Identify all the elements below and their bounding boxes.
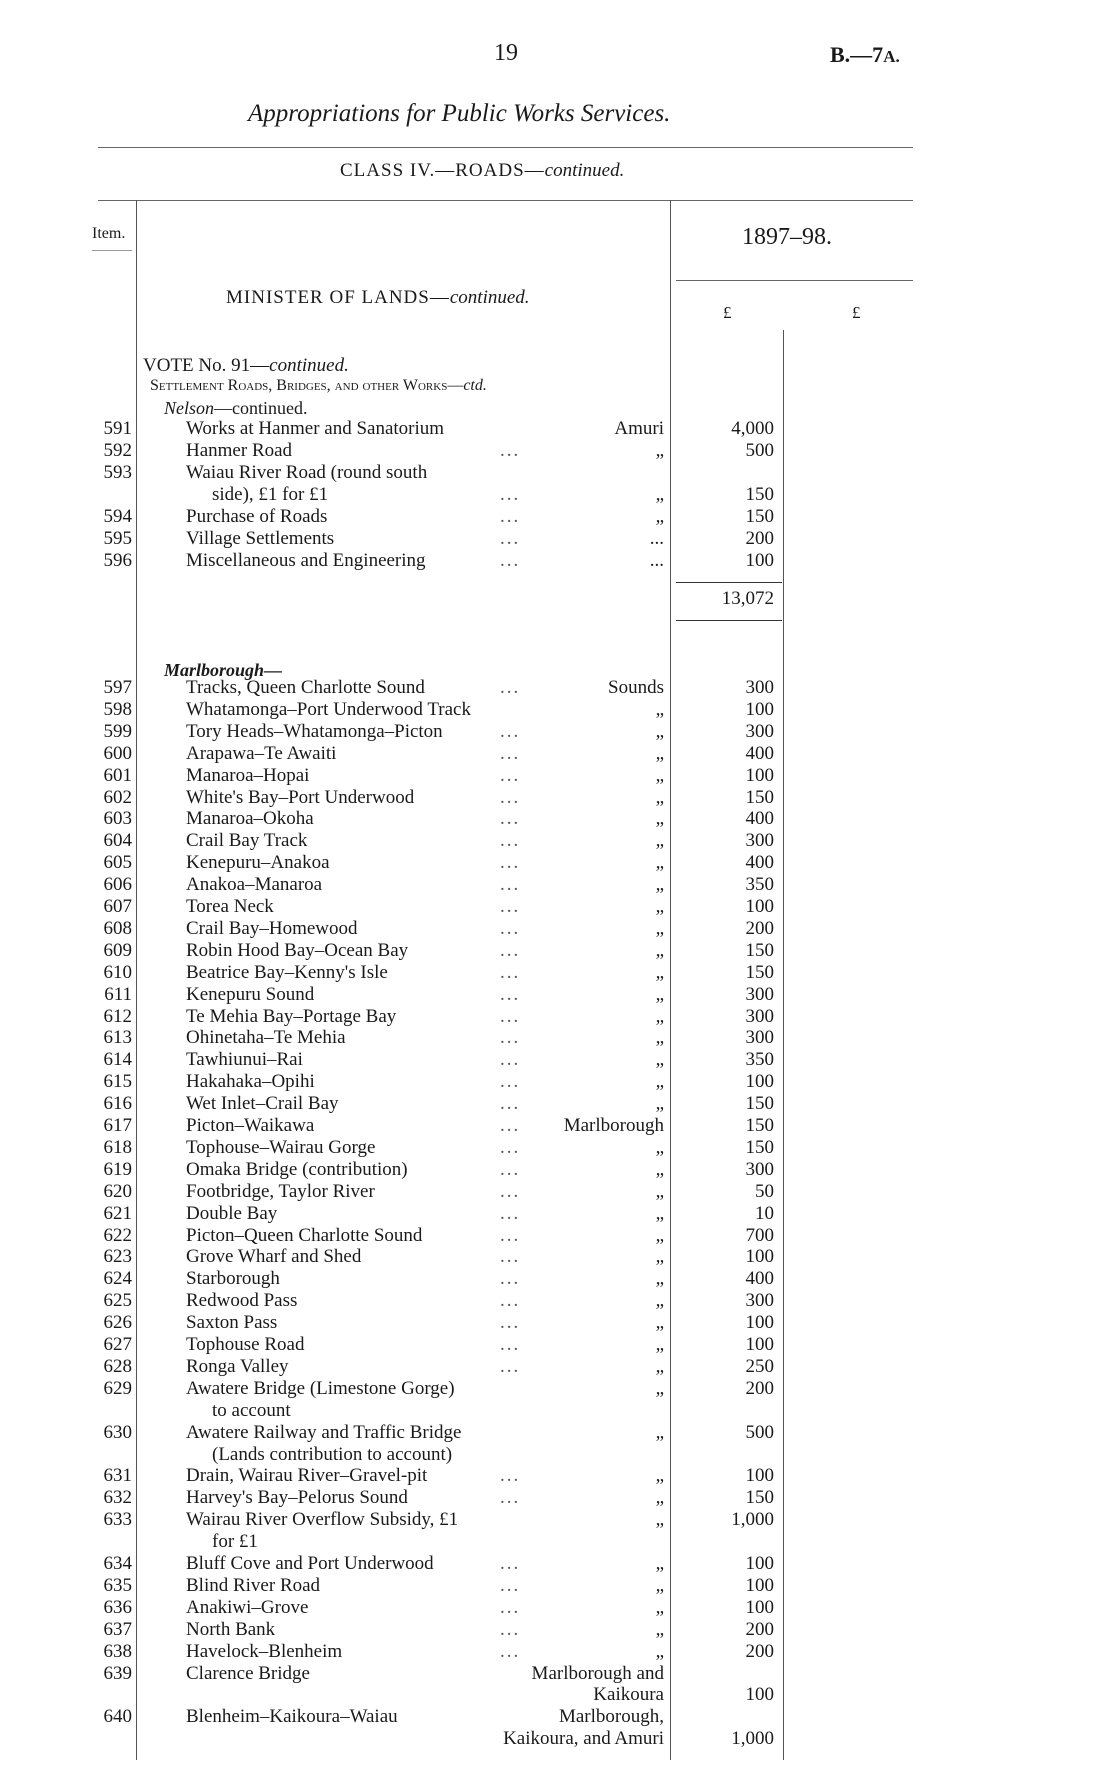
minister-heading <box>226 287 530 309</box>
item-number: 621 <box>103 1202 132 1224</box>
item-description: Blind River Road <box>186 1574 321 1596</box>
item-district: Marlborough, <box>558 1706 664 1728</box>
item-amount: 150 <box>745 961 774 983</box>
item-number: 636 <box>103 1596 132 1618</box>
item-amount: 50 <box>755 1180 774 1202</box>
item-amount: 200 <box>745 528 774 549</box>
item-amount: 100 <box>745 896 774 917</box>
item-number: 601 <box>103 764 132 786</box>
item-description-cont: to account <box>212 1399 291 1421</box>
reference-main: B.—7 <box>830 42 884 67</box>
item-district: „ <box>655 1246 664 1268</box>
item-amount: 350 <box>745 1049 774 1071</box>
item-number: 617 <box>103 1115 132 1136</box>
item-underline <box>92 250 132 251</box>
item-district: „ <box>655 786 664 808</box>
item-amount: 200 <box>745 917 774 939</box>
leader-dots: ... <box>500 830 521 852</box>
item-amount: 400 <box>745 808 774 830</box>
item-district: „ <box>655 1027 664 1049</box>
item-district: „ <box>655 506 664 527</box>
item-number: 608 <box>103 917 132 939</box>
item-district: „ <box>655 1421 664 1443</box>
leader-dots: ... <box>500 1158 521 1180</box>
item-number: 629 <box>103 1377 132 1399</box>
district-column-rule <box>670 200 671 1760</box>
item-amount: 100 <box>745 1071 774 1093</box>
item-district: ... <box>649 528 664 549</box>
item-amount: 100 <box>745 1684 774 1706</box>
leader-dots: ... <box>500 1574 521 1596</box>
leader-dots: ... <box>500 764 521 786</box>
leader-dots: ... <box>500 1224 521 1246</box>
item-number: 612 <box>103 1005 132 1027</box>
item-district: „ <box>655 1574 664 1596</box>
item-number: 618 <box>103 1136 132 1158</box>
leader-dots: ... <box>500 1180 521 1202</box>
leader-dots: ... <box>500 961 521 983</box>
item-number: 596 <box>103 550 132 571</box>
item-amount: 200 <box>745 1618 774 1640</box>
pound-symbol-sub: £ <box>723 303 732 322</box>
item-number: 623 <box>103 1246 132 1268</box>
item-number: 592 <box>103 440 132 461</box>
settlement-cont: ctd. <box>463 377 487 394</box>
item-district: „ <box>655 1005 664 1027</box>
item-district: „ <box>655 764 664 786</box>
item-number: 600 <box>103 742 132 764</box>
item-number: 624 <box>103 1268 132 1290</box>
item-description: Bluff Cove and Port Underwood <box>186 1553 434 1574</box>
item-description: Saxton Pass <box>186 1312 278 1334</box>
item-description: Arapawa–Te Awaiti <box>186 742 337 764</box>
item-number: 598 <box>103 698 132 720</box>
item-district: „ <box>655 742 664 764</box>
item-column-header: Item. <box>92 225 126 242</box>
item-description: Kenepuru–Anakoa <box>186 852 330 874</box>
item-number: 632 <box>103 1487 132 1509</box>
item-description: Drain, Wairau River–Gravel-pit <box>186 1465 428 1487</box>
item-description: Hakahaka–Opihi <box>186 1071 315 1093</box>
item-district: „ <box>655 1224 664 1246</box>
item-number: 626 <box>103 1312 132 1334</box>
document-reference <box>830 42 900 68</box>
region-nelson-name: Nelson <box>164 398 215 418</box>
item-amount: 100 <box>745 1574 774 1596</box>
item-number: 633 <box>103 1509 132 1531</box>
item-amount: 100 <box>745 1596 774 1618</box>
item-number: 610 <box>103 961 132 983</box>
item-description: Miscellaneous and Engineering <box>186 550 426 571</box>
item-description: Ronga Valley <box>186 1355 289 1377</box>
leader-dots: ... <box>500 1465 521 1487</box>
item-district: „ <box>655 1618 664 1640</box>
vote-main: VOTE No. 91— <box>143 355 270 376</box>
item-amount: 100 <box>745 1334 774 1355</box>
item-column-rule <box>136 200 137 1760</box>
item-description: Beatrice Bay–Kenny's Isle <box>186 961 388 983</box>
item-amount: 100 <box>745 1465 774 1487</box>
page-title: Appropriations for Public Works Services. <box>248 100 671 127</box>
item-description: Waiau River Road (round south <box>186 462 428 483</box>
item-district: Marlborough <box>563 1115 664 1136</box>
item-district: Marlborough and <box>531 1662 664 1684</box>
region-marlborough: Marlborough— <box>164 660 283 680</box>
leader-dots: ... <box>500 786 521 808</box>
item-number: 638 <box>103 1640 132 1662</box>
reference-suffix: A. <box>883 47 900 66</box>
leader-dots: ... <box>500 1093 521 1115</box>
leader-dots: ... <box>500 484 521 505</box>
item-description: Robin Hood Bay–Ocean Bay <box>186 939 409 961</box>
item-amount: 300 <box>745 1290 774 1312</box>
item-district: Sounds <box>608 677 664 698</box>
item-amount: 150 <box>745 939 774 961</box>
item-number: 627 <box>103 1334 132 1355</box>
leader-dots: ... <box>500 852 521 874</box>
item-description: White's Bay–Port Underwood <box>186 786 415 808</box>
item-description: Kenepuru Sound <box>186 983 315 1005</box>
item-district: „ <box>655 874 664 896</box>
item-description: Crail Bay Track <box>186 830 308 852</box>
item-amount: 150 <box>745 506 774 527</box>
item-description-cont: side), £1 for £1 <box>212 484 329 505</box>
item-district: „ <box>655 1049 664 1071</box>
item-amount: 100 <box>745 698 774 720</box>
item-district: „ <box>655 939 664 961</box>
item-amount: 10 <box>755 1202 774 1224</box>
leader-dots: ... <box>500 1071 521 1093</box>
item-district: „ <box>655 1640 664 1662</box>
item-number: 593 <box>103 462 132 483</box>
year-rule <box>676 280 913 281</box>
item-number: 591 <box>103 418 132 439</box>
item-description: Crail Bay–Homewood <box>186 917 358 939</box>
item-amount: 1,000 <box>731 1509 774 1531</box>
item-description: Picton–Waikawa <box>186 1115 315 1136</box>
item-amount: 4,000 <box>731 418 774 439</box>
leader-dots: ... <box>500 440 521 461</box>
item-district: „ <box>655 440 664 461</box>
item-amount: 300 <box>745 1158 774 1180</box>
item-description: North Bank <box>186 1618 276 1640</box>
item-number: 607 <box>103 896 132 917</box>
item-description: Blenheim–Kaikoura–Waiau <box>186 1706 398 1728</box>
item-number: 594 <box>103 506 132 527</box>
item-amount: 100 <box>745 550 774 571</box>
item-district: „ <box>655 1312 664 1334</box>
subtotal-rule-bottom <box>676 620 782 621</box>
amount-column-rule <box>783 330 784 1760</box>
leader-dots: ... <box>500 550 521 571</box>
leader-dots: ... <box>500 1202 521 1224</box>
item-district: „ <box>655 896 664 917</box>
item-district: Amuri <box>614 418 664 439</box>
item-number: 602 <box>103 786 132 808</box>
leader-dots: ... <box>500 1290 521 1312</box>
item-number: 634 <box>103 1553 132 1574</box>
item-number: 599 <box>103 720 132 742</box>
item-district: „ <box>655 698 664 720</box>
item-amount: 150 <box>745 1487 774 1509</box>
item-description: Awatere Railway and Traffic Bridge <box>186 1421 462 1443</box>
header-rule <box>98 200 913 201</box>
item-description: Redwood Pass <box>186 1290 298 1312</box>
item-description: Purchase of Roads <box>186 506 328 527</box>
item-description: Works at Hanmer and Sanatorium <box>186 418 445 439</box>
item-district: „ <box>655 484 664 505</box>
item-district: „ <box>655 1093 664 1115</box>
subtotal-rule-top <box>676 582 782 583</box>
item-amount: 500 <box>745 1421 774 1443</box>
item-number: 637 <box>103 1618 132 1640</box>
item-number: 597 <box>103 677 132 698</box>
item-district: „ <box>655 961 664 983</box>
item-district: „ <box>655 852 664 874</box>
item-amount: 150 <box>745 786 774 808</box>
class-heading-main: CLASS IV.—ROADS— <box>340 160 545 181</box>
item-description: Manaroa–Hopai <box>186 764 310 786</box>
item-district: Kaikoura <box>593 1684 664 1706</box>
title-rule <box>98 147 913 148</box>
vote-cont: continued. <box>269 355 349 376</box>
item-number: 614 <box>103 1049 132 1071</box>
item-number: 622 <box>103 1224 132 1246</box>
leader-dots: ... <box>500 939 521 961</box>
leader-dots: ... <box>500 1312 521 1334</box>
leader-dots: ... <box>500 1246 521 1268</box>
item-district: „ <box>655 1509 664 1531</box>
item-amount: 400 <box>745 852 774 874</box>
leader-dots: ... <box>500 1268 521 1290</box>
item-amount: 200 <box>745 1377 774 1399</box>
leader-dots: ... <box>500 917 521 939</box>
item-district: „ <box>655 1377 664 1399</box>
item-amount: 150 <box>745 1136 774 1158</box>
leader-dots: ... <box>500 677 521 698</box>
item-number: 603 <box>103 808 132 830</box>
item-amount: 150 <box>745 484 774 505</box>
item-amount: 300 <box>745 720 774 742</box>
item-number: 613 <box>103 1027 132 1049</box>
item-description: Tracks, Queen Charlotte Sound <box>186 677 425 698</box>
vote-heading <box>143 355 349 377</box>
item-amount: 100 <box>745 764 774 786</box>
item-number: 606 <box>103 874 132 896</box>
item-amount: 200 <box>745 1640 774 1662</box>
leader-dots: ... <box>500 742 521 764</box>
item-description: Double Bay <box>186 1202 278 1224</box>
item-number: 630 <box>103 1421 132 1443</box>
item-description-cont: for £1 <box>212 1531 258 1553</box>
minister-cont: continued. <box>449 287 530 308</box>
item-amount: 100 <box>745 1246 774 1268</box>
item-district: „ <box>655 1553 664 1574</box>
leader-dots: ... <box>500 896 521 917</box>
item-amount: 300 <box>745 983 774 1005</box>
item-amount: 300 <box>745 677 774 698</box>
leader-dots: ... <box>500 506 521 527</box>
leader-dots: ... <box>500 1115 521 1136</box>
item-district: „ <box>655 1465 664 1487</box>
item-district: „ <box>655 1202 664 1224</box>
leader-dots: ... <box>500 1618 521 1640</box>
item-description: Hanmer Road <box>186 440 293 461</box>
item-number: 595 <box>103 528 132 549</box>
item-description: Harvey's Bay–Pelorus Sound <box>186 1487 408 1509</box>
item-description: Picton–Queen Charlotte Sound <box>186 1224 423 1246</box>
item-district: Kaikoura, and Amuri <box>503 1728 664 1750</box>
item-district: „ <box>655 1334 664 1355</box>
item-district: „ <box>655 1596 664 1618</box>
item-district: „ <box>655 808 664 830</box>
leader-dots: ... <box>500 1640 521 1662</box>
item-description: Ohinetaha–Te Mehia <box>186 1027 346 1049</box>
item-district: „ <box>655 1268 664 1290</box>
item-amount: 100 <box>745 1553 774 1574</box>
item-description: Tophouse Road <box>186 1334 305 1355</box>
region-nelson <box>164 398 308 419</box>
item-number: 615 <box>103 1071 132 1093</box>
item-amount: 500 <box>745 440 774 461</box>
item-number: 620 <box>103 1180 132 1202</box>
leader-dots: ... <box>500 1027 521 1049</box>
leader-dots: ... <box>500 1334 521 1355</box>
item-number: 611 <box>104 983 132 1005</box>
item-district: „ <box>655 1136 664 1158</box>
item-description: Omaka Bridge (contribution) <box>186 1158 408 1180</box>
year-heading: 1897–98. <box>742 224 832 250</box>
item-amount: 700 <box>745 1224 774 1246</box>
item-number: 625 <box>103 1290 132 1312</box>
class-heading <box>340 160 624 182</box>
leader-dots: ... <box>500 1049 521 1071</box>
item-description: Footbridge, Taylor River <box>186 1180 375 1202</box>
leader-dots: ... <box>500 1136 521 1158</box>
item-amount: 150 <box>745 1093 774 1115</box>
item-description: Manaroa–Okoha <box>186 808 314 830</box>
item-number: 619 <box>103 1158 132 1180</box>
item-description: Havelock–Blenheim <box>186 1640 343 1662</box>
leader-dots: ... <box>500 720 521 742</box>
leader-dots: ... <box>500 808 521 830</box>
item-number: 628 <box>103 1355 132 1377</box>
item-amount: 100 <box>745 1312 774 1334</box>
item-number: 639 <box>103 1662 132 1684</box>
item-description: Te Mehia Bay–Portage Bay <box>186 1005 397 1027</box>
item-amount: 1,000 <box>731 1728 774 1750</box>
item-description: Whatamonga–Port Underwood Track <box>186 698 471 720</box>
item-number: 609 <box>103 939 132 961</box>
item-description: Torea Neck <box>186 896 274 917</box>
settlement-heading <box>150 377 487 395</box>
leader-dots: ... <box>500 874 521 896</box>
item-amount: 250 <box>745 1355 774 1377</box>
item-description: Wet Inlet–Crail Bay <box>186 1093 339 1115</box>
item-district: „ <box>655 1487 664 1509</box>
item-amount: 300 <box>745 1027 774 1049</box>
class-heading-cont: continued. <box>544 160 625 181</box>
item-description: Starborough <box>186 1268 280 1290</box>
item-number: 640 <box>103 1706 132 1728</box>
leader-dots: ... <box>500 983 521 1005</box>
item-district: „ <box>655 917 664 939</box>
leader-dots: ... <box>500 1596 521 1618</box>
item-amount: 400 <box>745 1268 774 1290</box>
item-district: „ <box>655 1158 664 1180</box>
pound-symbol-total: £ <box>852 303 861 322</box>
item-district: „ <box>655 830 664 852</box>
leader-dots: ... <box>500 528 521 549</box>
item-amount: 300 <box>745 830 774 852</box>
item-amount: 300 <box>745 1005 774 1027</box>
item-description-cont: (Lands contribution to account) <box>212 1443 453 1465</box>
item-amount: 150 <box>745 1115 774 1136</box>
item-number: 616 <box>103 1093 132 1115</box>
item-district: ... <box>649 550 664 571</box>
leader-dots: ... <box>500 1005 521 1027</box>
settlement-main: Settlement Roads, Bridges, and other Works— <box>150 377 464 394</box>
item-district: „ <box>655 720 664 742</box>
item-description: Awatere Bridge (Limestone Gorge) <box>186 1377 455 1399</box>
item-district: „ <box>655 1071 664 1093</box>
leader-dots: ... <box>500 1355 521 1377</box>
page-number: 19 <box>494 40 518 66</box>
minister-main: MINISTER OF LANDS— <box>226 287 450 308</box>
item-description: Clarence Bridge <box>186 1662 310 1684</box>
item-amount: 400 <box>745 742 774 764</box>
leader-dots: ... <box>500 1487 521 1509</box>
item-description: Tophouse–Wairau Gorge <box>186 1136 376 1158</box>
nelson-subtotal: 13,072 <box>721 588 774 609</box>
item-number: 635 <box>103 1574 132 1596</box>
item-district: „ <box>655 1180 664 1202</box>
item-description: Village Settlements <box>186 528 335 549</box>
item-number: 631 <box>103 1465 132 1487</box>
item-district: „ <box>655 983 664 1005</box>
item-description: Anakoa–Manaroa <box>186 874 323 896</box>
item-description: Tory Heads–Whatamonga–Picton <box>186 720 443 742</box>
region-nelson-cont: —continued. <box>214 398 308 418</box>
item-description: Anakiwi–Grove <box>186 1596 309 1618</box>
item-description: Grove Wharf and Shed <box>186 1246 362 1268</box>
item-number: 605 <box>103 852 132 874</box>
item-description: Wairau River Overflow Subsidy, £1 <box>186 1509 459 1531</box>
item-district: „ <box>655 1290 664 1312</box>
item-district: „ <box>655 1355 664 1377</box>
item-amount: 350 <box>745 874 774 896</box>
leader-dots: ... <box>500 1553 521 1574</box>
item-number: 604 <box>103 830 132 852</box>
item-description: Tawhiunui–Rai <box>186 1049 303 1071</box>
